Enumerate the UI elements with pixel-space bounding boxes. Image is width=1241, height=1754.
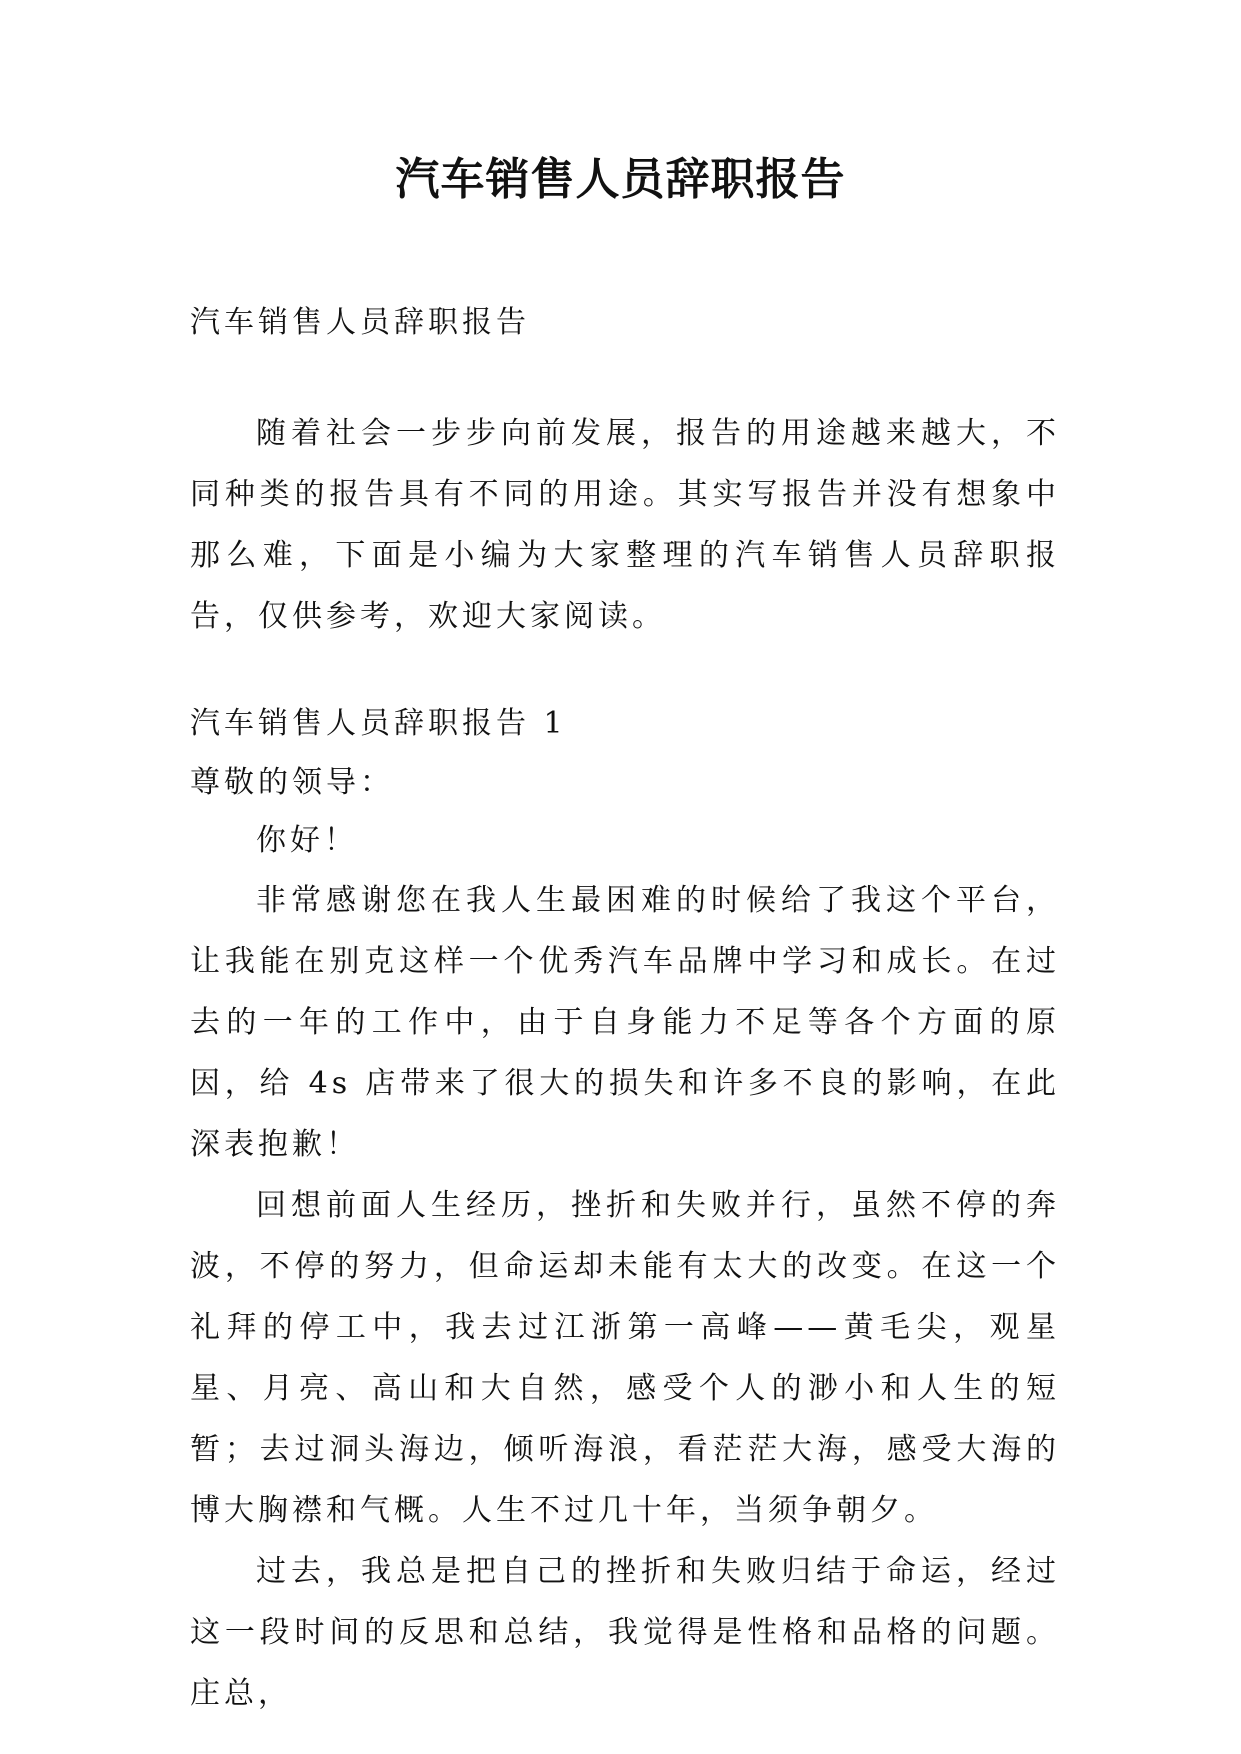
- document-title: 汽车销售人员辞职报告: [395, 154, 846, 205]
- document-body: [190, 292, 1060, 1724]
- body-paragraph-3: 过去，我总是把自己的挫折和失败归结于命运，经过这一段时间的反思和总结，我觉得是性格和品格的问题。庄总，: [190, 1554, 1060, 1711]
- document-subtitle: 汽车销售人员辞职报告: [190, 305, 530, 340]
- body-paragraph-2: 回想前面人生经历，挫折和失败并行，虽然不停的奔波，不停的努力，但命运却未能有太大的改变。在这一个礼拜的停工中，我去过江浙第一高峰——黄毛尖，观星星、月亮、高山和大自然，感受个人的渺小和人生的短暂；去过洞头海边，倾听海浪，看茫茫大海，感受大海的博大胸襟和气概。人生不过几十年，当须争朝夕。: [190, 1188, 1060, 1528]
- greeting: 你好！: [256, 823, 358, 858]
- section-heading: 汽车销售人员辞职报告 1: [190, 706, 567, 741]
- body-paragraph-1: 非常感谢您在我人生最困难的时候给了我这个平台，让我能在别克这样一个优秀汽车品牌中学习和成长。在过去的一年的工作中，由于自身能力不足等各个方面的原因，给 4s 店带来了很大的损失和许多不良的影响，在此深表抱歉！: [190, 883, 1060, 1162]
- salutation: 尊敬的领导：: [190, 765, 394, 800]
- intro-paragraph: 随着社会一步步向前发展，报告的用途越来越大，不同种类的报告具有不同的用途。其实写报告并没有想象中那么难，下面是小编为大家整理的汽车销售人员辞职报告，仅供参考，欢迎大家阅读。: [190, 416, 1060, 634]
